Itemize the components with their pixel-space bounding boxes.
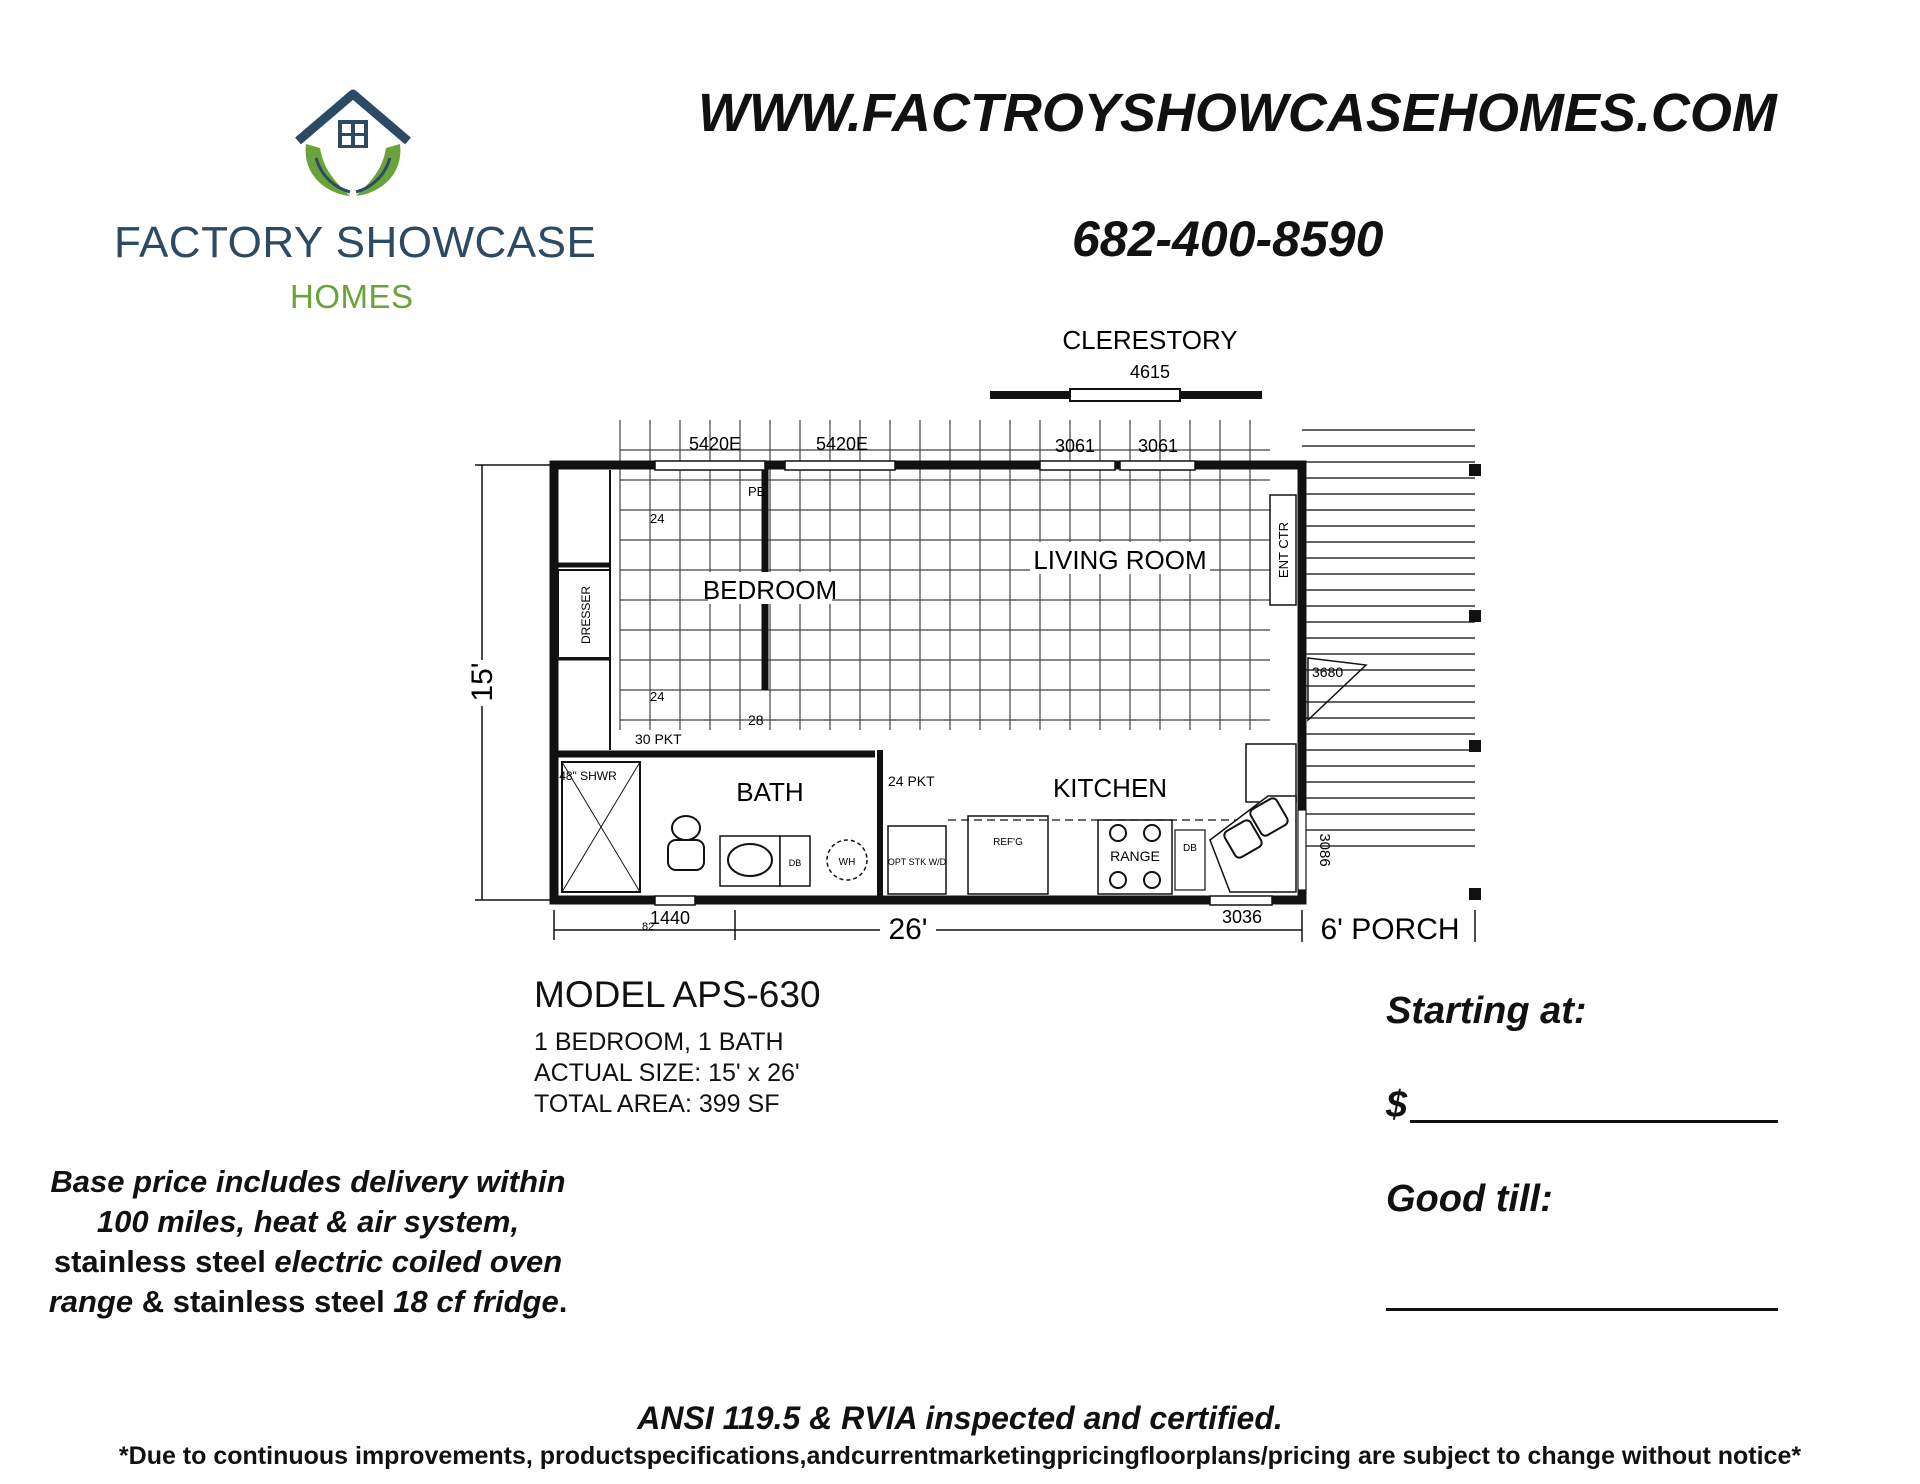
website-url[interactable]: WWW.FACTROYSHOWCASEHOMES.COM — [698, 83, 1777, 143]
water-heater-label: WH — [838, 857, 856, 868]
dimension-label: 26' — [888, 913, 928, 946]
dimension-label: 15' — [466, 662, 499, 702]
window-label: 3061 — [1137, 436, 1179, 456]
dresser-label: DRESSER — [579, 585, 593, 645]
ent-ctr-label: ENT CTR — [1276, 521, 1291, 579]
closet-label: 24 — [650, 511, 665, 526]
room-label-bedroom: BEDROOM — [702, 575, 838, 605]
dishwasher-label: DB — [1183, 843, 1197, 854]
window-label: 5420E — [815, 434, 869, 454]
dishwasher-label: DB — [788, 858, 802, 868]
window-label: 3086 — [1316, 833, 1333, 867]
starting-at-label: Starting at: — [1386, 990, 1587, 1032]
model-spec-size: ACTUAL SIZE: 15' x 26' — [534, 1059, 800, 1087]
brand-subtitle: HOMES — [290, 278, 414, 315]
washer-dryer-label: OPT STK W/D — [887, 857, 947, 867]
price-includes-description — [48, 1162, 568, 1322]
room-label-kitchen: KITCHEN — [1052, 773, 1168, 803]
window-label: 1440 — [649, 908, 691, 928]
description-text: Base price includes delivery within 100 miles, heat & air system, — [50, 1164, 566, 1239]
door-label: 3680 — [1312, 664, 1344, 680]
window-label: 3036 — [1221, 907, 1263, 927]
model-spec-area: TOTAL AREA: 399 SF — [534, 1090, 780, 1118]
certification-text: ANSI 119.5 & RVIA inspected and certified. — [637, 1400, 1283, 1436]
brand-name: FACTORY SHOWCASE — [114, 218, 597, 267]
phone-number[interactable]: 682-400-8590 — [1072, 211, 1384, 267]
fridge-label: REF'G — [993, 837, 1023, 848]
floor-plan — [466, 320, 1500, 960]
description-text: 18 cf fridge — [393, 1284, 559, 1319]
price-blank — [1410, 1120, 1778, 1123]
closet-label: 24 — [650, 689, 665, 704]
disclaimer-text: *Due to continuous improvements, productspecifications,andcurrentmarketingpricingfloorplans/pricing are subject to change without notice* — [118, 1442, 1802, 1470]
room-label-living-room: LIVING ROOM — [1033, 545, 1207, 575]
house-hands-icon — [288, 86, 418, 206]
model-spec-rooms: 1 BEDROOM, 1 BATH — [534, 1028, 784, 1056]
shower-label: 48" SHWR — [559, 769, 617, 783]
good-till-label: Good till: — [1386, 1178, 1553, 1220]
room-label-bath: BATH — [736, 777, 804, 807]
door-label: 28 — [748, 712, 764, 728]
dimension-label: 82 — [642, 921, 655, 933]
description-text: . — [558, 1284, 568, 1319]
description-text: electric coiled oven range — [48, 1244, 563, 1319]
pocket-door-label: 30 PKT — [635, 731, 682, 747]
currency-symbol: $ — [1386, 1084, 1408, 1126]
range-label: RANGE — [1110, 848, 1160, 864]
description-text: & stainless steel — [133, 1284, 394, 1319]
clerestory-code: 4615 — [1129, 362, 1171, 382]
date-blank — [1386, 1308, 1778, 1311]
window-label: 3061 — [1054, 436, 1096, 456]
clerestory-label: CLERESTORY — [1062, 325, 1238, 355]
model-name: MODEL APS-630 — [534, 974, 821, 1015]
porch-label: 6' PORCH — [1320, 913, 1460, 946]
description-text: stainless steel — [53, 1244, 275, 1279]
pb-label: PB — [748, 484, 766, 499]
window-label: 5420E — [688, 434, 742, 454]
pocket-door-label: 24 PKT — [888, 773, 935, 789]
